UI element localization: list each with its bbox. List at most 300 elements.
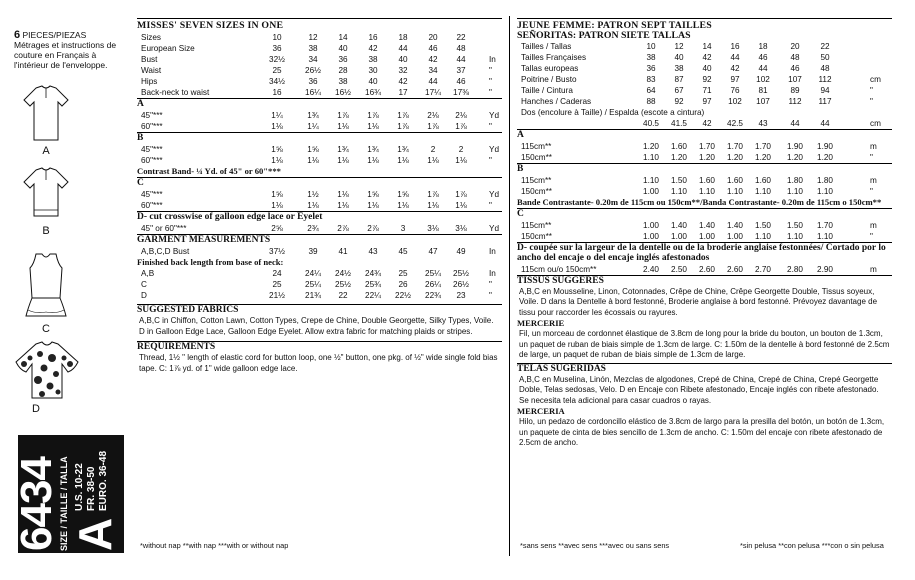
table-cell: 1⅝ [397, 190, 409, 199]
section-d-header: D- cut crosswise of galloon edge lace or Eyelet [137, 211, 502, 223]
table-cell: 44 [398, 44, 408, 53]
table-cell: 36 [272, 44, 282, 53]
pattern-number: 6434 [12, 457, 61, 551]
table-cell: 94 [820, 86, 830, 95]
table-cell: 1.70 [699, 142, 715, 151]
table-row [137, 223, 502, 234]
table-cell: 1⅞ [367, 111, 379, 120]
table-cell: 32½ [269, 55, 285, 64]
table-cell: 2.90 [817, 264, 833, 274]
view-d-label: D [32, 403, 40, 415]
row-label: Tallas europeas [521, 64, 579, 73]
table-cell: 97 [702, 97, 712, 106]
table-cell: 1.10 [755, 187, 771, 196]
table-cell: 44 [820, 119, 830, 128]
telas-header: TELAS SUGERIDAS [517, 363, 892, 375]
table-row [137, 54, 502, 65]
french-spanish-chart [517, 18, 892, 449]
table-cell: 14 [338, 33, 348, 42]
table-cell: 107 [788, 75, 802, 84]
table-cell: 18 [398, 33, 408, 42]
table-cell: 21¾ [305, 291, 321, 300]
table-cell: 89 [790, 86, 800, 95]
table-cell: 1.00 [727, 231, 743, 241]
table-cell: 1⅛ [367, 156, 379, 165]
table-cell: 1⅞ [397, 122, 409, 131]
table-cell: 2⅞ [337, 224, 349, 233]
table-cell: 20 [790, 42, 800, 51]
table-row [137, 144, 502, 155]
unit-label: cm [870, 119, 881, 128]
row-label: 115cm** [521, 220, 552, 230]
table-cell: 2⅝ [271, 224, 283, 233]
table-cell: 34½ [269, 77, 285, 86]
table-cell: 1.10 [699, 187, 715, 196]
table-cell: 1⅛ [337, 190, 349, 199]
table-cell: 97 [730, 75, 740, 84]
garment-measurements-header: GARMENT MEASUREMENTS [137, 234, 502, 246]
table-cell: 28 [338, 66, 348, 75]
table-cell: 16 [730, 42, 740, 51]
table-cell: 92 [702, 75, 712, 84]
senoritas-header: SEÑORITAS: PATRON SIETE TALLAS [517, 30, 691, 41]
unit-label: In [489, 247, 496, 256]
metric-section-c-header: C [517, 208, 892, 220]
table-cell: 22 [338, 291, 348, 300]
unit-label: cm [870, 75, 881, 84]
table-cell: 112 [818, 75, 832, 84]
table-cell: 34 [428, 66, 438, 75]
table-cell: 48 [820, 64, 830, 73]
table-cell: 1.20 [787, 153, 803, 162]
row-label: Hanches / Caderas [521, 97, 592, 106]
table-row [517, 63, 892, 74]
table-cell: 1⅞ [337, 111, 349, 120]
unit-label: " [870, 187, 873, 196]
table-cell: 102 [756, 75, 770, 84]
table-cell: 39 [308, 247, 318, 256]
table-cell: 10 [272, 33, 282, 42]
table-cell: 1⅛ [271, 122, 283, 131]
table-cell: 26½ [453, 280, 469, 289]
table-cell: 22 [820, 42, 830, 51]
table-cell: 2¾ [307, 224, 319, 233]
table-cell: 1.20 [643, 142, 659, 151]
table-cell: 38 [308, 44, 318, 53]
table-cell: 1.50 [671, 176, 687, 185]
unit-label: " [870, 153, 873, 162]
table-cell: 1⅞ [455, 122, 467, 131]
table-cell: 1.10 [787, 231, 803, 241]
table-cell: 42 [702, 53, 712, 62]
row-label: 45"*** [141, 145, 163, 154]
table-cell: 107 [756, 97, 770, 106]
table-cell: 1⅝ [271, 190, 283, 199]
table-cell: 1⅝ [271, 145, 283, 154]
row-label: 150cm** [521, 153, 552, 162]
table-cell: 30 [368, 66, 378, 75]
table-cell: 24½ [335, 269, 351, 278]
table-row [517, 220, 892, 231]
suggested-fabrics-header: SUGGESTED FABRICS [137, 304, 502, 316]
table-row [137, 200, 502, 211]
table-cell: 2.80 [787, 264, 803, 274]
table-cell: 2.60 [699, 264, 715, 274]
metric-b-table [517, 175, 892, 197]
row-label: 115cm** [521, 142, 552, 151]
yardage-b-table [137, 144, 502, 166]
table-row [137, 76, 502, 87]
us-range: 10-22 [74, 463, 85, 489]
table-cell: 44 [456, 55, 466, 64]
table-cell: 1.20 [817, 153, 833, 162]
metric-size-table [517, 41, 892, 107]
metric-section-a-header: A [517, 129, 892, 141]
section-a-header: A [137, 98, 502, 110]
table-cell: 16¾ [365, 88, 381, 97]
table-cell: 46 [758, 53, 768, 62]
row-label: D [141, 291, 147, 300]
table-row [517, 74, 892, 85]
table-cell: 1.10 [817, 187, 833, 196]
table-cell: 1¾ [337, 145, 349, 154]
table-cell: 20 [428, 33, 438, 42]
table-cell: 16¼ [305, 88, 321, 97]
table-cell: 40 [398, 55, 408, 64]
table-cell: 1¾ [307, 111, 319, 120]
table-cell: 1⅛ [271, 156, 283, 165]
pieces-label: PIECES/PIEZAS [22, 30, 87, 40]
unit-label: " [870, 86, 873, 95]
unit-label: m [870, 176, 877, 185]
table-cell: 22½ [395, 291, 411, 300]
row-label: A,B [141, 269, 155, 278]
table-cell: 1.70 [817, 220, 833, 230]
table-cell: 22¼ [365, 291, 381, 300]
table-cell: 92 [674, 97, 684, 106]
table-cell: 25 [272, 66, 282, 75]
unit-label: " [870, 97, 873, 106]
table-cell: 36 [338, 55, 348, 64]
unit-label: Yd [489, 224, 500, 233]
table-cell: 3⅛ [455, 224, 467, 233]
table-cell: 1.90 [817, 142, 833, 151]
table-cell: 46 [790, 64, 800, 73]
table-row [137, 189, 502, 200]
table-cell: 25¼ [305, 280, 321, 289]
table-cell: 42 [428, 55, 438, 64]
table-cell: 44 [730, 53, 740, 62]
table-row [517, 85, 892, 96]
table-cell: 24 [272, 269, 282, 278]
row-label: European Size [141, 44, 195, 53]
table-cell: 1.00 [643, 231, 659, 241]
size-table [137, 32, 502, 98]
table-cell: 67 [674, 86, 684, 95]
view-b-label: B [42, 225, 50, 237]
table-cell: 44 [758, 64, 768, 73]
row-label: C [141, 280, 147, 289]
table-cell: 42 [398, 77, 408, 86]
table-cell: 10 [646, 42, 656, 51]
row-label: Tailles Françaises [521, 53, 587, 62]
unit-label: " [489, 77, 492, 86]
row-label: Hips [141, 77, 158, 86]
unit-label: " [870, 231, 873, 241]
table-cell: 1.60 [727, 176, 743, 185]
unit-label: " [489, 291, 492, 300]
mercerie-header: MERCERIE [517, 318, 565, 328]
tissus-header: TISSUS SUGGERES [517, 275, 892, 287]
table-row [137, 110, 502, 121]
table-cell: 42 [730, 64, 740, 73]
unit-label: m [870, 142, 877, 151]
unit-label: " [489, 156, 492, 165]
view-c-illustration [22, 252, 70, 335]
table-cell: 1.10 [643, 176, 659, 185]
unit-label: In [489, 269, 496, 278]
table-cell: 40 [368, 77, 378, 86]
table-row [137, 65, 502, 76]
unit-label: " [489, 88, 492, 97]
table-cell: 3⅛ [427, 224, 439, 233]
column-divider [509, 16, 510, 556]
table-cell: 45 [398, 247, 408, 256]
contrast-band-note: Contrast Band- ¼ Yd. of 45" or 60"*** [137, 166, 281, 176]
euro-label: EURO. [98, 479, 109, 511]
finished-length-table [137, 268, 502, 301]
table-cell: 24¾ [365, 269, 381, 278]
table-cell: 1⅞ [427, 122, 439, 131]
bust-table [137, 246, 502, 257]
table-cell: 1¾ [397, 145, 409, 154]
table-cell: 1⅛ [397, 201, 409, 210]
view-c-label: C [42, 323, 50, 335]
table-row [137, 155, 502, 166]
section-c-header: C [137, 177, 502, 189]
table-cell: 2.60 [727, 264, 743, 274]
misses-header: MISSES' SEVEN SIZES IN ONE [137, 18, 502, 32]
table-cell: 1.50 [787, 220, 803, 230]
row-label: 45" or 60"*** [141, 224, 187, 233]
floral-blouse-d-icon [12, 340, 82, 402]
row-label: 150cm** [521, 187, 552, 196]
fr-range: 38-50 [86, 466, 97, 493]
row-label: 60"*** [141, 201, 163, 210]
euro-range: 36-48 [98, 450, 109, 477]
table-cell: 1.10 [787, 187, 803, 196]
table-cell: 48 [456, 44, 466, 53]
yardage-a-table [137, 110, 502, 132]
table-cell: 1.80 [817, 176, 833, 185]
table-cell: 1.50 [755, 220, 771, 230]
merceria-header: MERCERIA [517, 406, 565, 416]
dos-label: Dos (encolure à Taille) / Espalda (escote a cintura) [521, 108, 705, 117]
table-cell: 1.40 [699, 220, 715, 230]
english-chart [137, 18, 502, 374]
table-cell: 1¼ [271, 111, 283, 120]
unit-label: " [489, 122, 492, 131]
table-cell: 1⅝ [367, 190, 379, 199]
table-row [137, 268, 502, 279]
row-label: Taille / Cintura [521, 86, 573, 95]
row-label: 150cm** [521, 231, 552, 241]
table-cell: 1⅛ [337, 201, 349, 210]
row-label: 45"*** [141, 190, 163, 199]
table-cell: 34 [308, 55, 318, 64]
sleeveless-c-icon [22, 252, 70, 322]
table-cell: 42 [702, 119, 712, 128]
table-row [137, 43, 502, 54]
table-cell: 1.00 [643, 187, 659, 196]
table-cell: 49 [456, 247, 466, 256]
blouse-b-icon [22, 166, 70, 224]
table-cell: 1⅞ [455, 190, 467, 199]
table-row [517, 41, 892, 52]
table-cell: 2 [430, 145, 436, 154]
table-cell: 1.40 [671, 220, 687, 230]
table-cell: 42 [368, 44, 378, 53]
table-cell: 1.70 [755, 142, 771, 151]
table-cell: 1¼ [307, 122, 319, 131]
row-label: 115cm ou/o 150cm** [521, 264, 597, 274]
table-cell: 26 [398, 280, 408, 289]
table-row [137, 32, 502, 43]
table-cell: 1.80 [787, 176, 803, 185]
table-row [517, 141, 892, 152]
table-cell: 87 [674, 75, 684, 84]
table-cell: 1.20 [755, 153, 771, 162]
table-cell: 41.5 [671, 119, 687, 128]
table-cell: 40 [702, 64, 712, 73]
unit-label: Yd [489, 111, 500, 120]
table-row [137, 121, 502, 132]
table-cell: 37 [456, 66, 466, 75]
finished-length-label: Finished back length from base of neck: [137, 257, 284, 267]
table-cell: 1⅛ [337, 122, 349, 131]
row-label: 60"*** [141, 122, 163, 131]
table-cell: 25 [398, 269, 408, 278]
table-cell: 38 [368, 55, 378, 64]
table-cell: 1.10 [671, 187, 687, 196]
table-cell: 40 [674, 53, 684, 62]
table-cell: 2.50 [671, 264, 687, 274]
table-cell: 71 [702, 86, 712, 95]
table-cell: 22¾ [425, 291, 441, 300]
row-label: Poitrine / Busto [521, 75, 577, 84]
table-cell: 1¾ [367, 145, 379, 154]
table-cell: 112 [788, 97, 802, 106]
row-label: Back-neck to waist [141, 88, 210, 97]
table-cell: 83 [646, 75, 656, 84]
table-cell: 1.90 [787, 142, 803, 151]
table-cell: 1⅛ [367, 201, 379, 210]
table-cell: 44 [790, 119, 800, 128]
row-label: Sizes [141, 33, 162, 42]
table-cell: 1⅞ [427, 190, 439, 199]
table-cell: 1.00 [643, 220, 659, 230]
table-cell: 1.10 [817, 231, 833, 241]
table-cell: 16½ [335, 88, 351, 97]
suggested-fabrics-text: A,B,C in Chiffon, Cotton Lawn, Cotton Types, Crepe de Chine, Double Georgette, Silky Types, Voile. D in Galloon Edge Lace, Galloon Edge Eyelet. Allow extra fabric for matching plaids or stripes. [139, 316, 494, 336]
bande-contrastante-note: Bande Contrastante- 0.20m de 115cm ou 150cm**/Banda Contrastante- 0.20m de 115cm o 150cm** [517, 197, 882, 207]
unit-label: Yd [489, 145, 500, 154]
table-cell: 17¼ [425, 88, 441, 97]
table-cell: 88 [646, 97, 656, 106]
table-cell: 41 [338, 247, 348, 256]
table-cell: 26½ [305, 66, 321, 75]
table-cell: 18 [758, 42, 768, 51]
table-cell: 25 [272, 280, 282, 289]
pieces-count: 6 [14, 29, 21, 41]
table-cell: 1.10 [755, 231, 771, 241]
pieces-info [14, 30, 132, 70]
table-cell: 17 [398, 88, 408, 97]
table-cell: 1.10 [643, 153, 659, 162]
table-cell: 16 [272, 88, 282, 97]
table-cell: 1⅛ [271, 201, 283, 210]
table-row [517, 231, 892, 242]
table-cell: 38 [674, 64, 684, 73]
table-cell: 1.20 [699, 153, 715, 162]
jeune-femme-header: JEUNE FEMME: PATRON SEPT TAILLES [517, 18, 892, 30]
table-cell: 1.60 [671, 142, 687, 151]
table-cell: 46 [428, 44, 438, 53]
table-cell: 2.70 [755, 264, 771, 274]
table-cell: 40.5 [643, 119, 659, 128]
table-row [517, 96, 892, 107]
row-label: A,B,C,D Bust [141, 247, 190, 256]
us-label: U.S. [74, 491, 85, 511]
table-cell: 1.10 [727, 187, 743, 196]
table-row [137, 279, 502, 290]
table-cell: 38 [646, 53, 656, 62]
table-cell: 1⅛ [307, 201, 319, 210]
left-column [0, 0, 132, 580]
merceria-text: Hilo, un pedazo de cordoncillo elástico de 3.8cm de largo para la presilla del botón, un botón de 1.3cm, un paquete de cinta de bies sencillo de 1.3cm de ancho. C: 1.50m del encaje con ribete afestonado de 2.5cm de ancho. [519, 417, 885, 447]
table-row [137, 246, 502, 257]
table-cell: 1.70 [727, 142, 743, 151]
table-cell: 2⅛ [427, 111, 439, 120]
table-cell: 22 [456, 33, 466, 42]
table-cell: 2⅛ [455, 111, 467, 120]
pattern-number-label [12, 435, 124, 553]
footnote-french: *sans sens **avec sens ***avec ou sans sens [520, 541, 670, 550]
table-cell: 24¼ [305, 269, 321, 278]
requirements-text: Thread, 1½ " length of elastic cord for button loop, one ½" button, one pkg. of ½" wide single fold bias tape. C: 1⅞ yd. of 1" wide galloon edge lace. [139, 353, 498, 373]
table-row [517, 152, 892, 163]
row-label: Bust [141, 55, 158, 64]
metric-section-d-header: D- coupée sur la largeur de la dentelle ou de la broderie anglaise festonnées/ Cortado por lo ancho del encaje o del encaje inglés afestonados [517, 242, 892, 264]
yardage-c-table [137, 189, 502, 211]
table-cell: 46 [456, 77, 466, 86]
table-cell: 1⅛ [427, 201, 439, 210]
table-cell: 21½ [269, 291, 285, 300]
blouse-a-icon [22, 84, 70, 144]
table-cell: 1⅝ [307, 145, 319, 154]
table-cell: 2 [458, 145, 464, 154]
table-cell: 2.40 [643, 264, 659, 274]
table-cell: 37½ [269, 247, 285, 256]
unit-label: m [870, 220, 877, 230]
tissus-text: A,B,C en Mousseline, Linon, Cotonnades, Crêpe de Chine, Crêpe Georgette Double, Tissus soyeux, Voile. D dans la Dentelle à bord festonné, Broderie anglaise à bord festonné. Prévoyez davantage de tissu pour raccorder les écossais ou rayures. [519, 286, 878, 317]
table-cell: 14 [702, 42, 712, 51]
table-cell: 16 [368, 33, 378, 42]
table-cell: 36 [308, 77, 318, 86]
metric-a-table [517, 141, 892, 163]
table-cell: 1⅛ [455, 156, 467, 165]
table-cell: 1⅛ [307, 156, 319, 165]
